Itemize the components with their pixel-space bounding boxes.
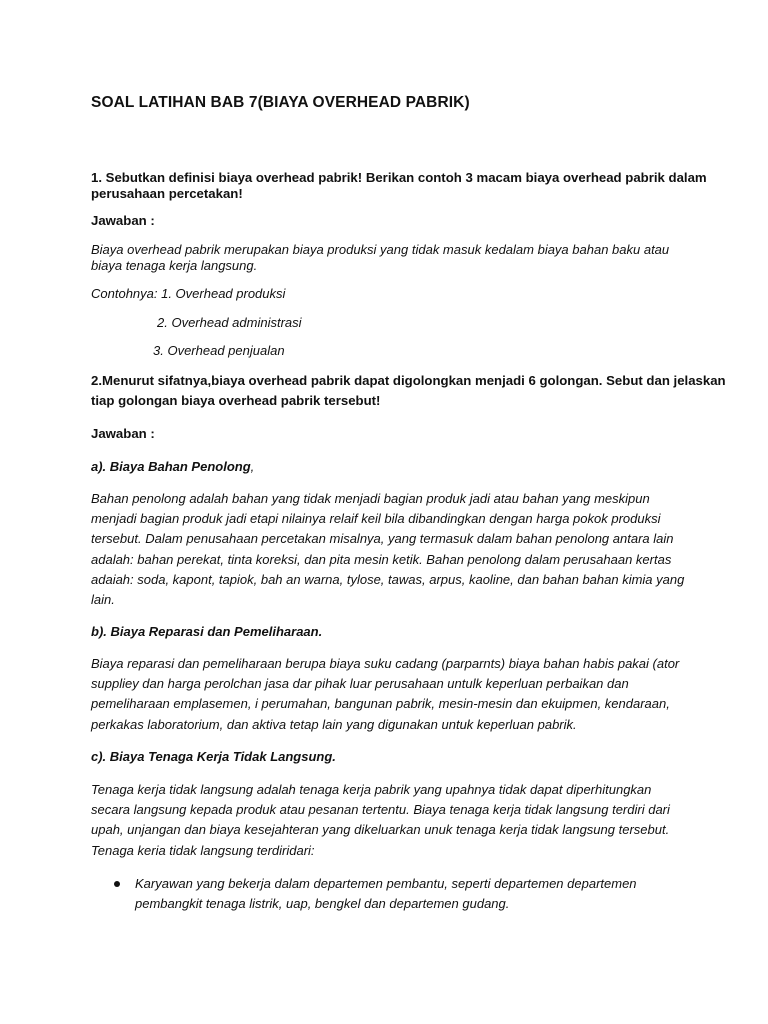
paragraph-line: secara langsung kepada produk atau pesanan tertentu. Biaya tenaga kerja tidak langsung terdiri dari [91, 802, 670, 818]
section-c-paragraph [91, 780, 670, 861]
paragraph-line: perkakas laboratorium, dan aktiva tetap lain yang digunakan untuk keperluan pabrik. [91, 716, 577, 732]
answer-1-line-2: biaya tenaga kerja langsung. [91, 258, 258, 273]
section-c-heading: c). Biaya Tenaga Kerja Tidak Langsung. [91, 749, 336, 764]
section-b-paragraph [91, 654, 679, 735]
paragraph-line: Tenaga kerja tidak langsung adalah tenaga kerja pabrik yang upahnya tidak dapat diperhitungkan [91, 782, 652, 797]
question-2-line-1: 2.Menurut sifatnya,biaya overhead pabrik dapat digolongkan menjadi 6 golongan. Sebut dan jelaskan [91, 373, 726, 388]
paragraph-line: Bahan penolong adalah bahan yang tidak menjadi bagian produk jadi atau bahan yang meskipun [91, 491, 650, 506]
bullet-line: pembangkit tenaga listrik, uap, bengkel dan departemen gudang. [135, 896, 510, 912]
question-1-line-2: perusahaan percetakan! [91, 186, 243, 201]
answer-label-1: Jawaban : [91, 213, 155, 228]
paragraph-line: Biaya reparasi dan pemeliharaan berupa biaya suku cadang (parparnts) biaya bahan habis pakai (ator [91, 656, 680, 671]
paragraph-line: suppliey dan harga perolchan jasa dar pihak luar perusahaan untulk keperluan perbaikan dan [91, 676, 629, 692]
question-1-line-1: 1. Sebutkan definisi biaya overhead pabrik! Berikan contoh 3 macam biaya overhead pabrik dalam [91, 170, 707, 185]
bullet-line: Karyawan yang bekerja dalam departemen pembantu, seperti departemen departemen [135, 876, 637, 891]
section-b-heading: b). Biaya Reparasi dan Pemeliharaan. [91, 624, 323, 639]
bullet-icon [114, 881, 120, 887]
section-a-heading [91, 459, 254, 474]
document-title: SOAL LATIHAN BAB 7(BIAYA OVERHEAD PABRIK) [91, 94, 470, 111]
paragraph-line: lain. [91, 592, 115, 608]
section-a-paragraph [91, 489, 684, 610]
answer-1-line-1: Biaya overhead pabrik merupakan biaya produksi yang tidak masuk kedalam biaya bahan baku atau [91, 242, 670, 257]
paragraph-line: adaiah: soda, kapont, tapiok, bah an warna, tylose, tawas, arpus, kaoline, dan bahan bahan kimia yang [91, 571, 685, 587]
paragraph-line: adalah: bahan perekat, tinta koreksi, dan pita mesin ketik. Bahan penolong dalam perusahaan kertas [91, 551, 672, 567]
example-2: 2. Overhead administrasi [157, 315, 302, 330]
answer-label-2: Jawaban : [91, 426, 155, 441]
section-a-heading-text: a). Biaya Bahan Penolong [91, 459, 251, 474]
paragraph-line: Tenaga keria tidak langsung terdiridari: [91, 842, 315, 858]
bullet-item [135, 874, 637, 914]
example-intro: Contohnya: 1. Overhead produksi [91, 286, 286, 301]
question-2-line-2: tiap golongan biaya overhead pabrik tersebut! [91, 393, 381, 408]
example-3: 3. Overhead penjualan [153, 343, 285, 358]
section-a-heading-suffix: , [250, 459, 255, 474]
paragraph-line: menjadi bagian produk jadi etapi nilainya relaif keil bila dibandingkan dengan harga pokok produksi [91, 511, 661, 527]
paragraph-line: upah, unjangan dan biaya kesejahteran yang dikeluarkan unuk tenaga kerja tidak langsung tersebut. [91, 822, 670, 838]
paragraph-line: tersebut. Dalam penusahaan percetakan misalnya, yang termasuk dalam bahan penolong antara lain [91, 531, 674, 547]
paragraph-line: pemeliharaan emplasemen, i perumahan, bangunan pabrik, mesin-mesin dan ekuipmen, kendaraan, [91, 696, 670, 712]
